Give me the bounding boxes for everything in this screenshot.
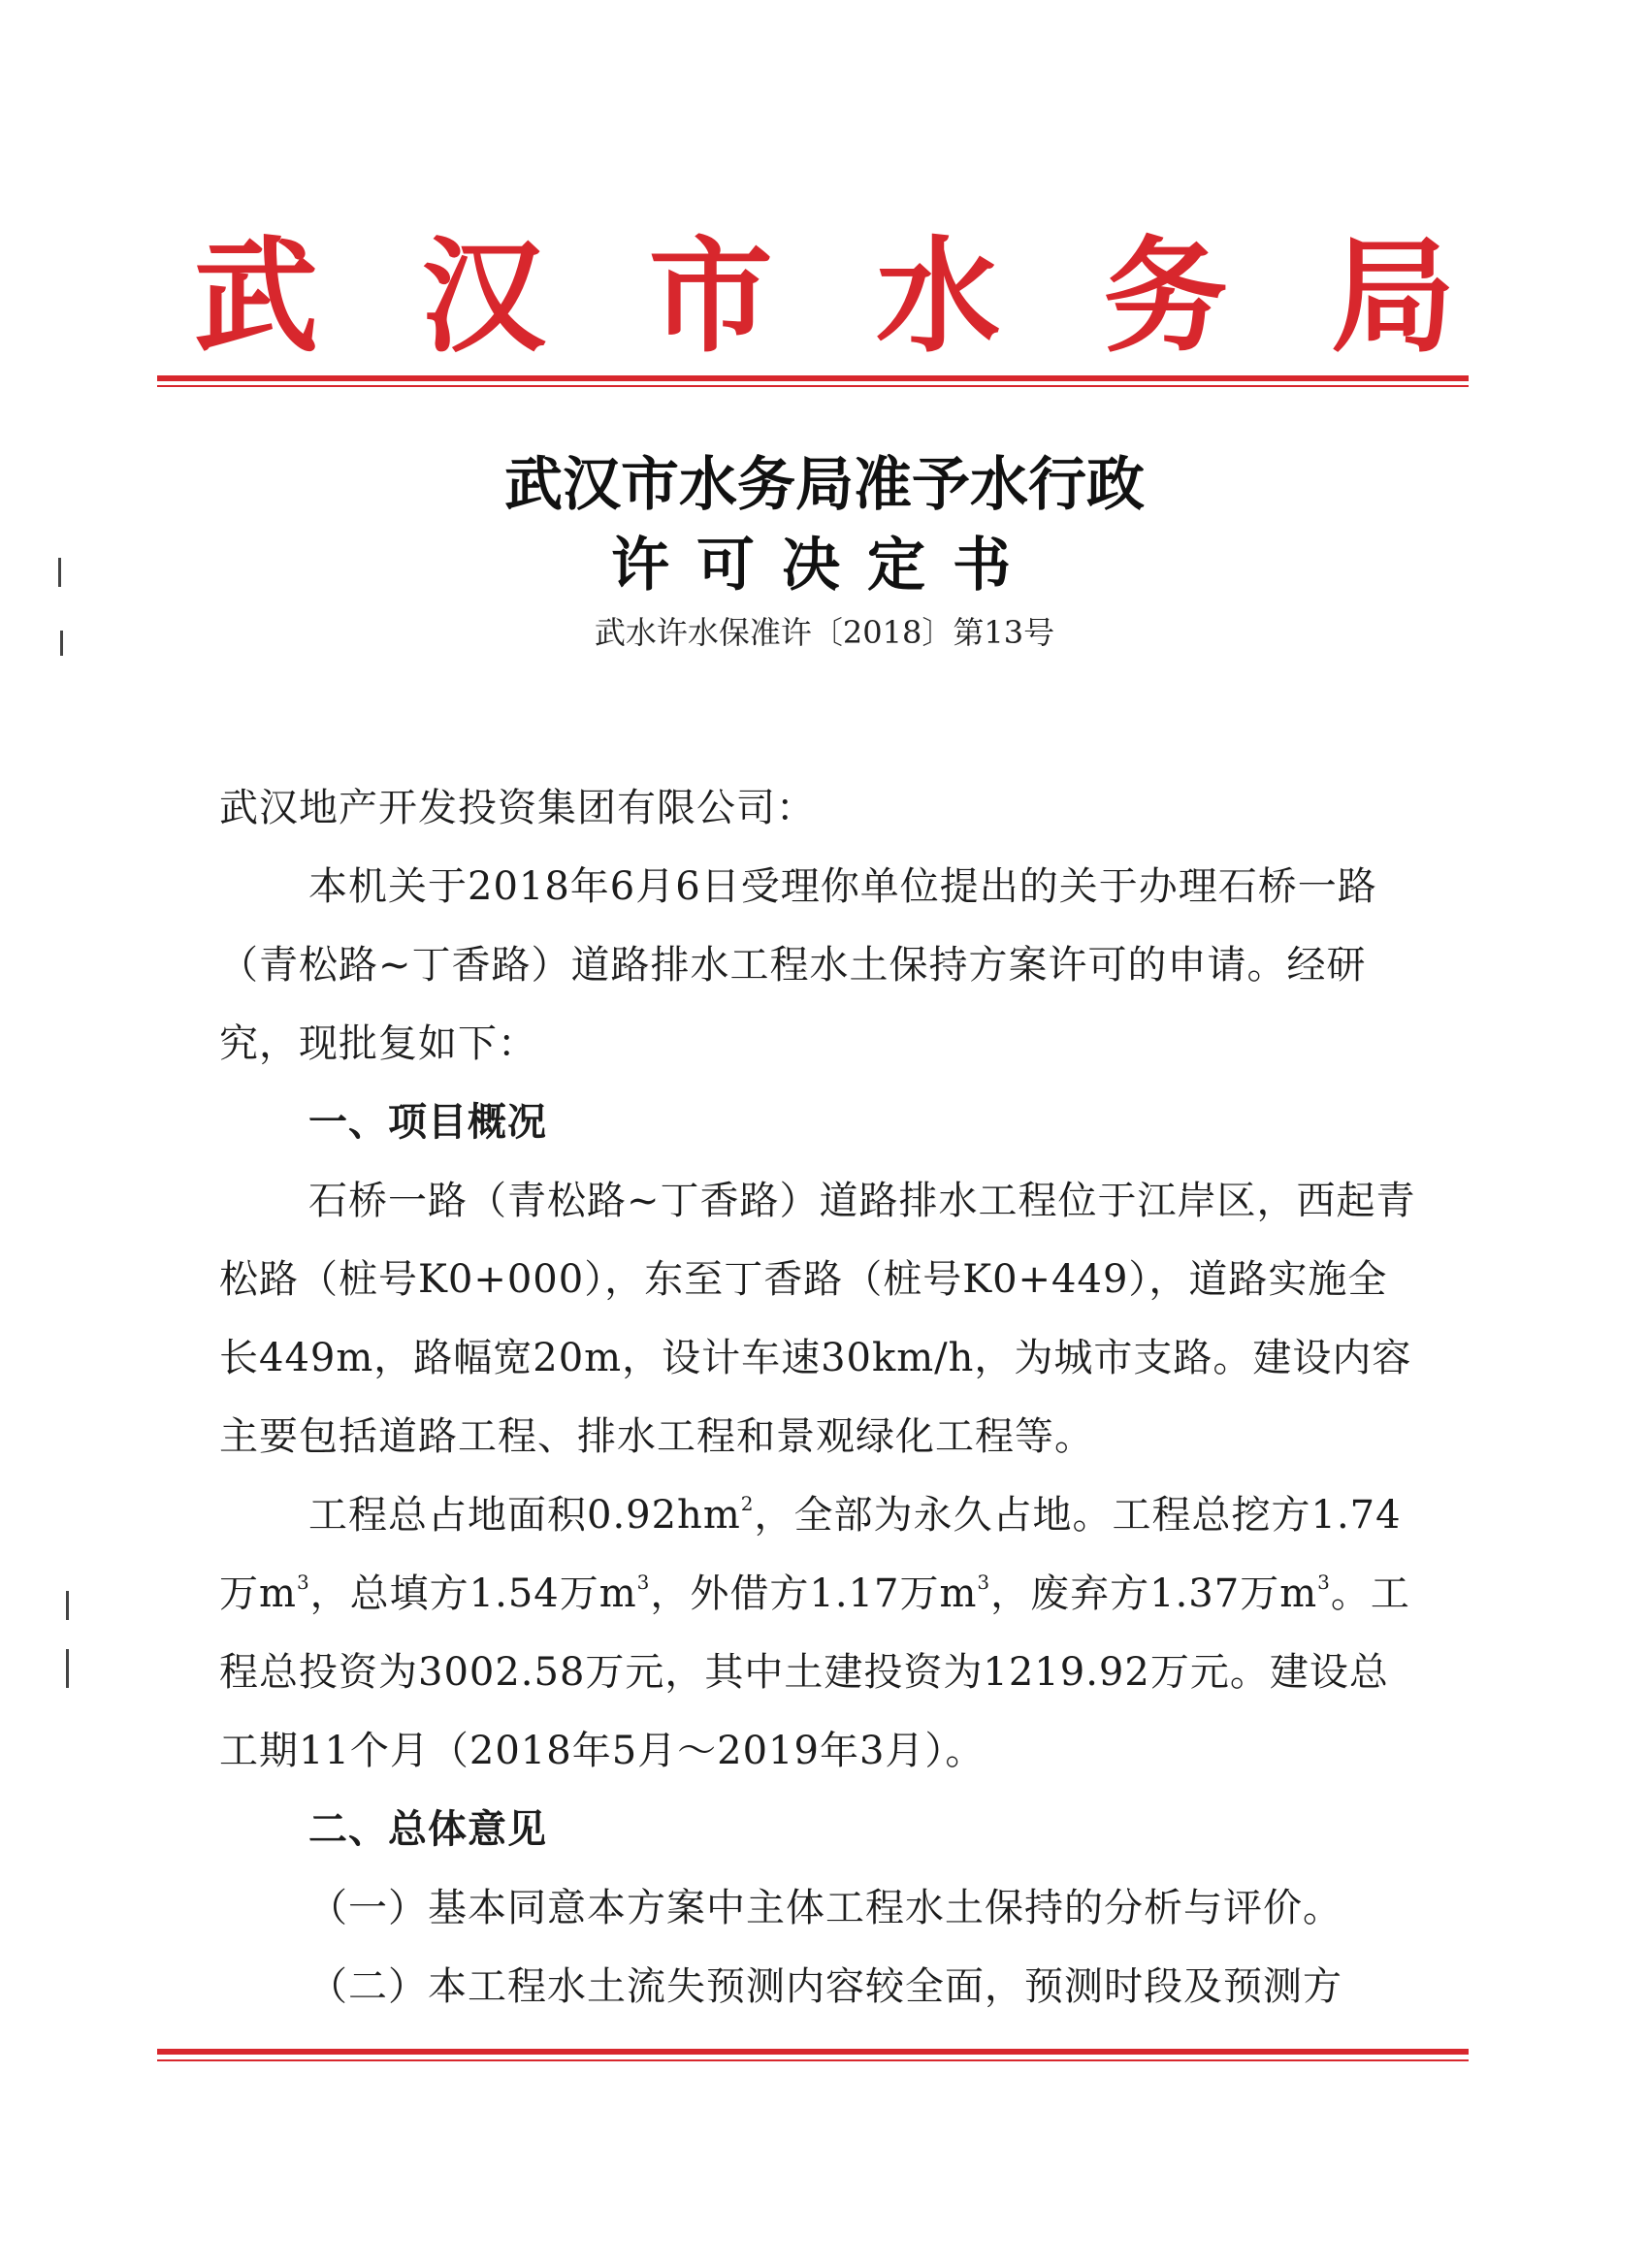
superscript: 2 <box>740 1492 755 1515</box>
text-run: ，总填方1.54万m <box>309 1571 637 1616</box>
binding-mark <box>66 1649 69 1688</box>
header-char: 市 <box>648 224 773 370</box>
text-run: 。工程总投资为3002.58万元，其中土建投资为1219.92万元。建设总工期11个月（2018年5月～2019年3月）。 <box>219 1571 1410 1773</box>
binding-mark <box>60 631 63 656</box>
superscript: 3 <box>636 1571 651 1594</box>
section1-heading: 一、项目概况 <box>308 1100 547 1145</box>
section2-heading: 二、总体意见 <box>308 1807 547 1852</box>
document-title-line1: 武汉市水务局准予水行政 <box>504 451 1145 519</box>
opinion-item-2: （二）本工程水土流失预测内容较全面，预测时段及预测方 <box>308 1964 1342 2009</box>
intro-paragraph: 本机关于2018年6月6日受理你单位提出的关于办理石桥一路（青松路~丁香路）道路排水工程水土保持方案许可的申请。经研究，现批复如下： <box>219 864 1377 1066</box>
header-char: 汉 <box>421 224 546 370</box>
header-char: 武 <box>194 224 319 370</box>
header-red-rule-thin <box>157 385 1469 387</box>
recipient-line: 武汉地产开发投资集团有限公司： <box>219 786 816 830</box>
document-number: 武水许水保准许〔2018〕第13号 <box>594 614 1055 651</box>
text-run: 工程总占地面积0.92hm <box>308 1493 741 1538</box>
superscript: 3 <box>296 1571 310 1594</box>
binding-mark <box>58 558 61 587</box>
footer-red-rule <box>157 2049 1469 2055</box>
text-run: ，全部为永久占地。工程总挖方1.74万m <box>219 1493 1402 1616</box>
document-title-line2: 许可决定书 <box>611 532 1038 599</box>
text-run: ，外借方1.17万m <box>650 1571 978 1616</box>
header-red-rule <box>157 375 1469 381</box>
header-char: 务 <box>1103 224 1228 370</box>
project-overview-paragraph: 石桥一路（青松路~丁香路）道路排水工程位于江岸区，西起青松路（桩号K0+000），东至丁香路（桩号K0+449），道路实施全长449m，路幅宽20m，设计车速30km/h，为城市支路。建设内容主要包括道路工程、排水工程和景观绿化工程等。 <box>219 1179 1416 1459</box>
footer-red-rule-thin <box>157 2059 1469 2061</box>
issuing-authority-header <box>194 224 1455 370</box>
document-body <box>219 769 1420 2026</box>
superscript: 3 <box>977 1571 991 1594</box>
superscript: 3 <box>1317 1571 1331 1594</box>
opinion-item-1: （一）基本同意本方案中主体工程水土保持的分析与评价。 <box>308 1886 1342 1930</box>
text-run: ，废弃方1.37万m <box>990 1571 1318 1616</box>
header-char: 水 <box>876 224 1001 370</box>
header-char: 局 <box>1330 224 1455 370</box>
binding-mark <box>66 1591 69 1620</box>
project-quantities-paragraph <box>219 1476 1420 1791</box>
